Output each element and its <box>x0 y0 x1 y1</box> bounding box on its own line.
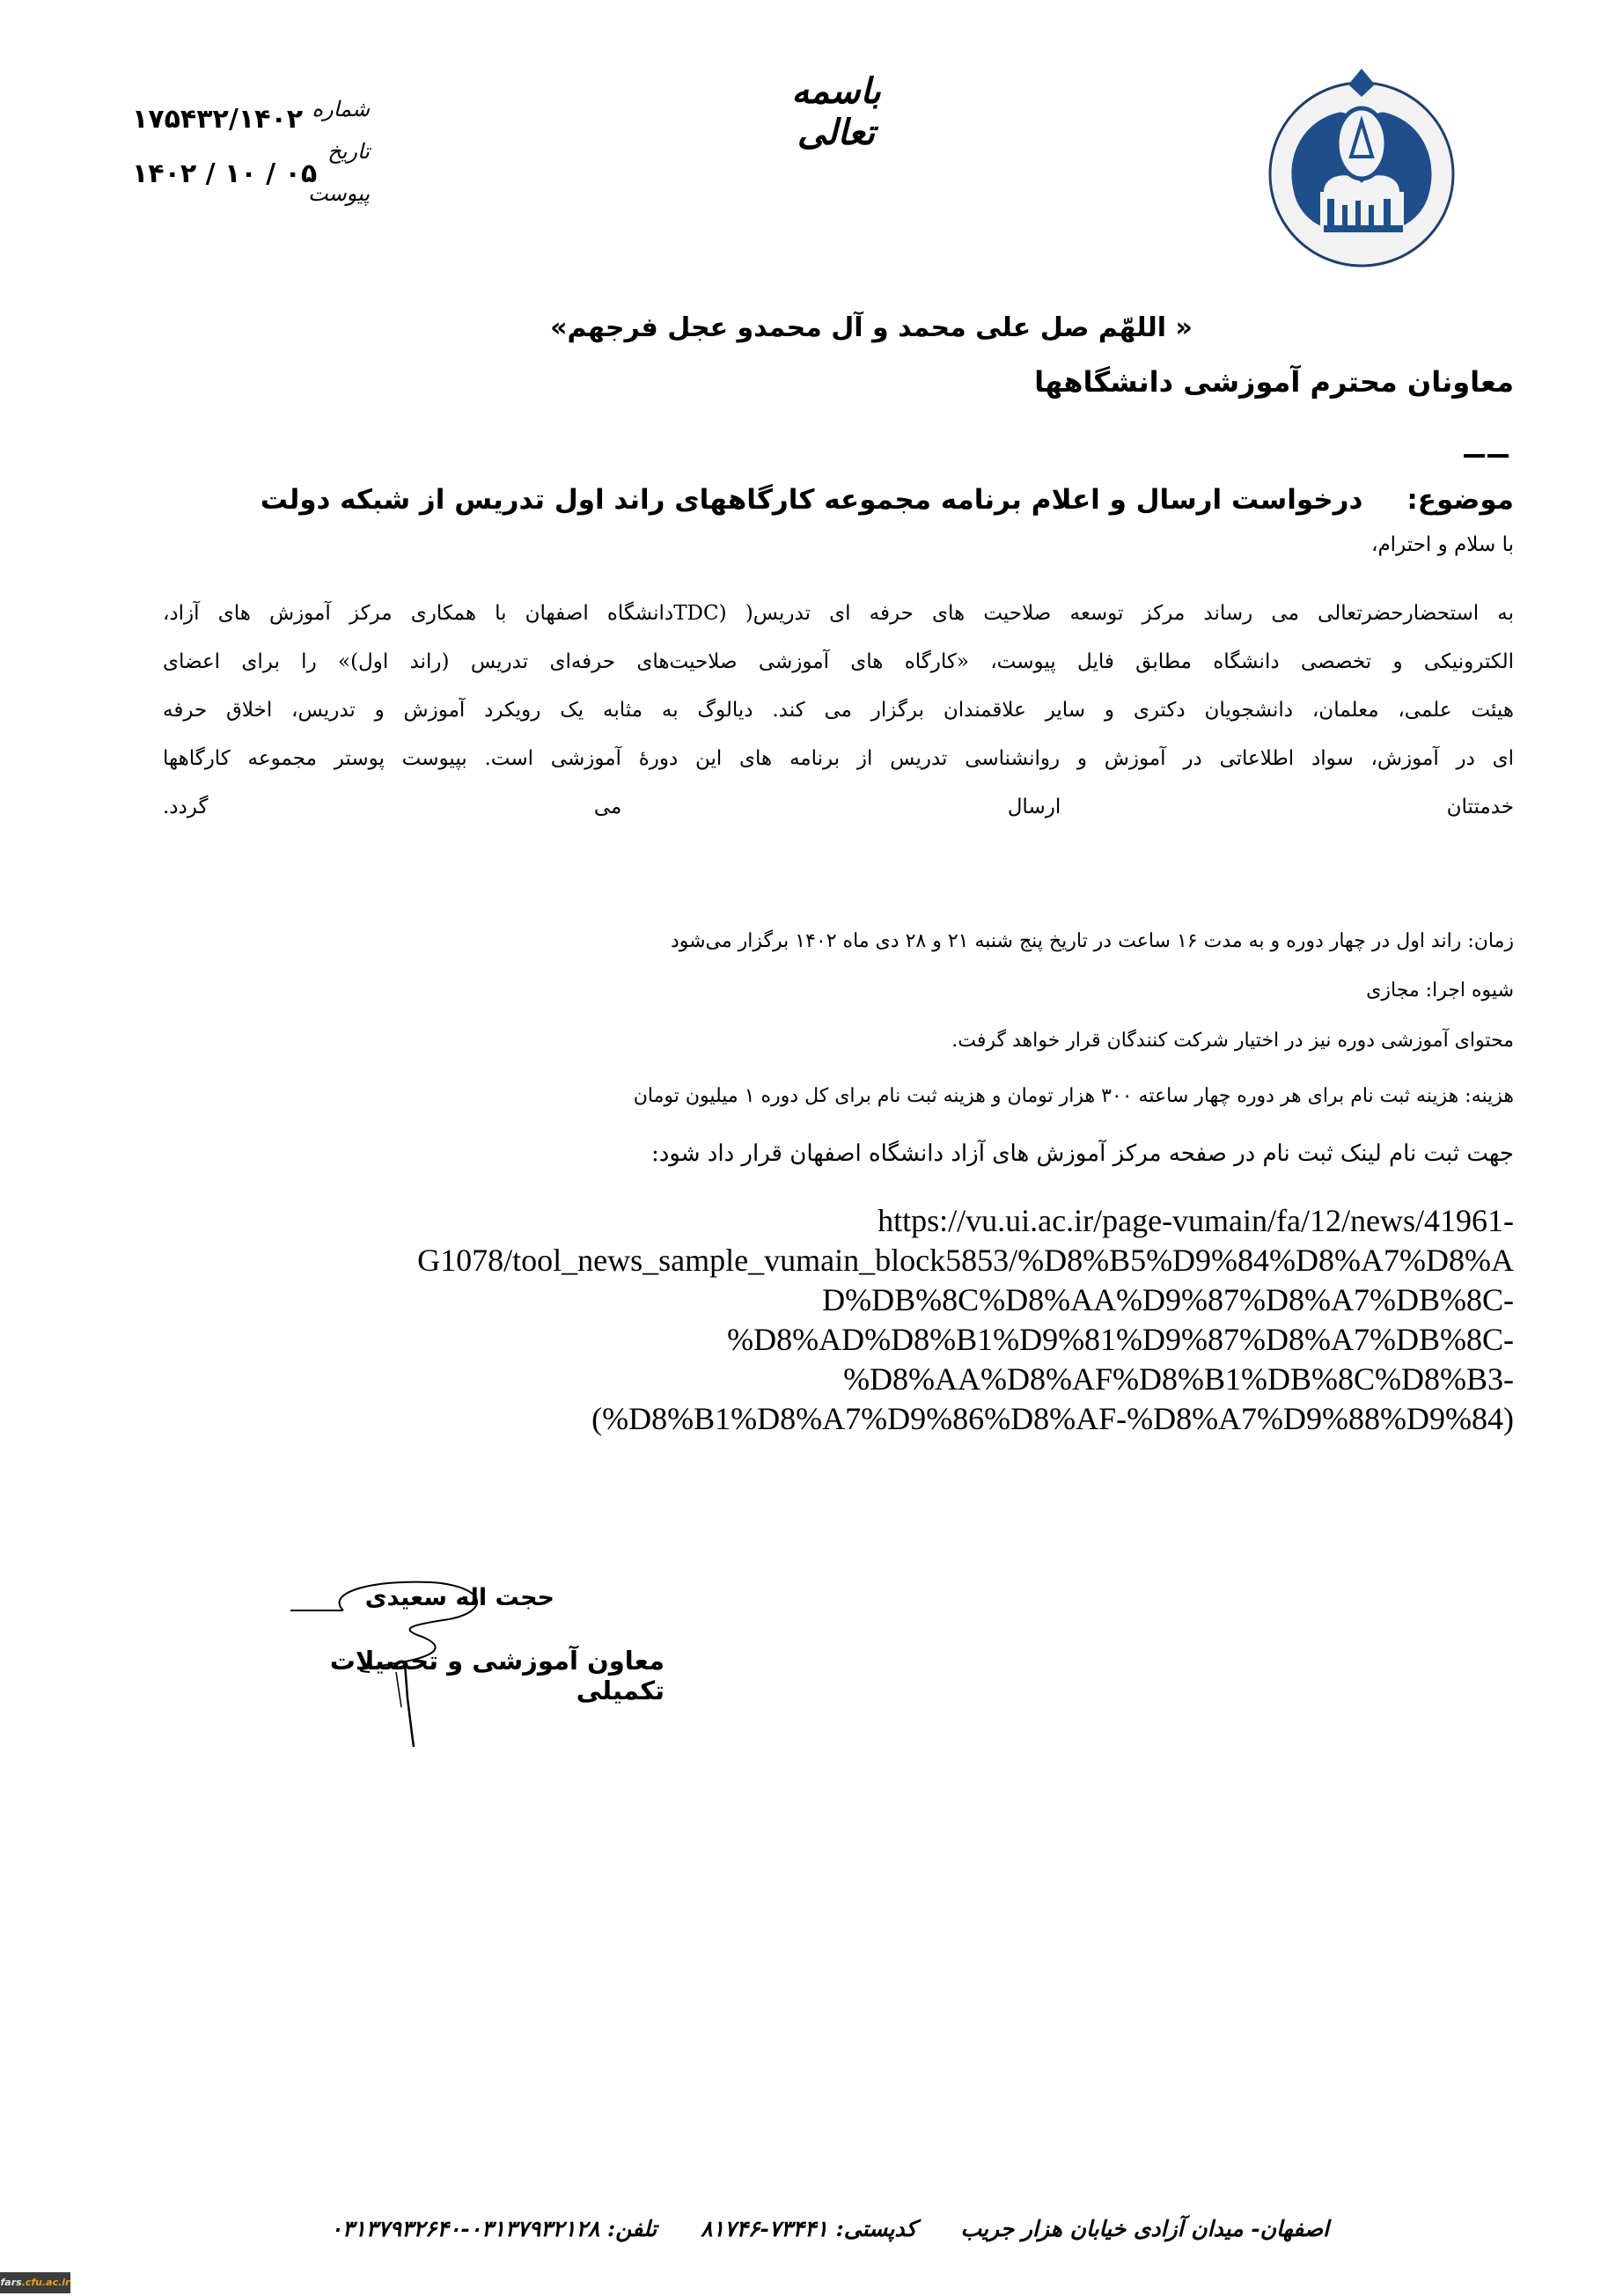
body-word: می <box>593 796 622 818</box>
separator-dashes <box>1461 444 1509 450</box>
registration-link[interactable] <box>158 1201 1514 1439</box>
link-line[interactable]: %D8%AD%D8%B1%D9%81%D9%87%D8%A7%DB%8C- <box>727 1322 1514 1357</box>
salawat-line: « اللهّم صل علی محمد و آل محمدو عجل فرجهم» <box>550 312 1193 343</box>
letter-date: ۱۴۰۲ / ۱۰ / ۰۵ <box>132 158 318 189</box>
info-method: شیوه اجرا: مجازی <box>1366 979 1514 1001</box>
info-time: زمان: راند اول در چهار دوره و به مدت ۱۶ ساعت در تاریخ پنج شنبه ۲۱ و ۲۸ دی ماه ۱۴۰۲ برگزار می‌شود <box>670 930 1514 952</box>
footer-contact <box>330 2216 1329 2241</box>
body-line: به استحضارحضرتعالی می رساند مرکز توسعه صلاحیت های حرفه ای تدریس( (TDCدانشگاه اصفهان با همکاری مرکز آموزش های آزاد، <box>163 602 1514 625</box>
body-paragraph <box>163 590 1514 832</box>
subject-text: درخواست ارسال و اعلام برنامه مجموعه کارگاههای راند اول تدریس از شبکه دولت <box>260 484 1363 516</box>
footer-address: اصفهان- میدان آزادی خیابان هزار جریب <box>960 2216 1329 2241</box>
body-word: خدمتتان <box>1446 796 1514 818</box>
info-content: محتوای آموزشی دوره نیز در اختیار شرکت کنندگان قرار خواهد گرفت. <box>951 1030 1514 1052</box>
attachment-label: پیوست <box>308 181 370 206</box>
university-logo <box>1267 60 1457 273</box>
info-registration: جهت ثبت نام لینک ثبت نام در صفحه مرکز آموزش های آزاد دانشگاه اصفهان قرار داد شود: <box>650 1141 1514 1167</box>
letter-meta-values <box>132 92 318 202</box>
subject-label: موضوع: <box>1406 484 1514 516</box>
site-watermark <box>0 2272 70 2293</box>
link-line[interactable]: %D8%AA%D8%AF%D8%B1%DB%8C%D8%B3- <box>843 1361 1514 1397</box>
link-line[interactable]: G1078/tool_news_sample_vumain_block5853/%D8%B5%D9%84%D8%A7%D8%A <box>417 1243 1514 1278</box>
link-line[interactable]: (%D8%B1%D8%A7%D9%86%D8%AF-%D8%A7%D9%88%D9%84) <box>591 1401 1514 1436</box>
footer-phone: تلفن: ۰۳۱۳۷۹۳۲۱۲۸-۰۳۱۳۷۹۳۲۶۴۰ <box>330 2216 657 2241</box>
body-line: ای در آموزش، سواد اطلاعاتی در آموزش و روانشناسی تدریس از برنامه های این دورۀ آموزشی است. بپیوست پوستر مجموعه کارگاهها <box>163 747 1514 770</box>
info-cost: هزینه: هزینه ثبت نام برای هر دوره چهار ساعته ۳۰۰ هزار تومان و هزینه ثبت نام برای کل دوره ۱ میلیون تومان <box>633 1085 1514 1107</box>
link-line[interactable]: D%DB%8C%D8%AA%D9%87%D8%A7%DB%8C- <box>822 1282 1514 1317</box>
date-label: تاریخ <box>327 139 370 164</box>
watermark-part2: .cfu.ac.ir <box>21 2277 70 2288</box>
letter-number: ۱۷۵۴۳۲/۱۴۰۲ <box>132 104 304 135</box>
body-line: الکترونیکی و تخصصی دانشگاه مطابق فایل پیوست، «کارگاه های آموزشی صلاحیت‌های حرفه‌ای تدریس (راند اول)» را برای اعضای <box>163 650 1514 673</box>
link-line[interactable]: https://vu.ui.ac.ir/page-vumain/fa/12/news/41961- <box>878 1203 1514 1238</box>
signatory-title: معاون آموزشی و تحصیلات تکمیلی <box>329 1646 665 1705</box>
subject-line <box>260 484 1514 516</box>
letter-meta-labels <box>304 88 370 215</box>
recipient: معاونان محترم آموزشی دانشگاهها <box>1034 365 1514 399</box>
watermark-part1: fars <box>0 2277 22 2288</box>
greeting: با سلام و احترام، <box>1371 533 1514 556</box>
body-word: گردد. <box>163 796 209 818</box>
signatory-name: حجت اله سعیدی <box>364 1584 554 1611</box>
body-word: ارسال <box>1007 796 1061 818</box>
body-last-line <box>163 783 1514 832</box>
footer-postal-code: کدپستی: ۷۳۴۴۱-۸۱۷۴۶ <box>701 2216 917 2241</box>
invocation-heading: باسمه تعالی <box>791 70 881 153</box>
number-label: شماره <box>312 97 370 121</box>
body-line: هیئت علمی، معلمان، دانشجویان دکتری و سایر علاقمندان برگزار می کند. دیالوگ به مثابه یک رویکرد آموزش و تدریس، اخلاق حرفه <box>163 699 1514 722</box>
